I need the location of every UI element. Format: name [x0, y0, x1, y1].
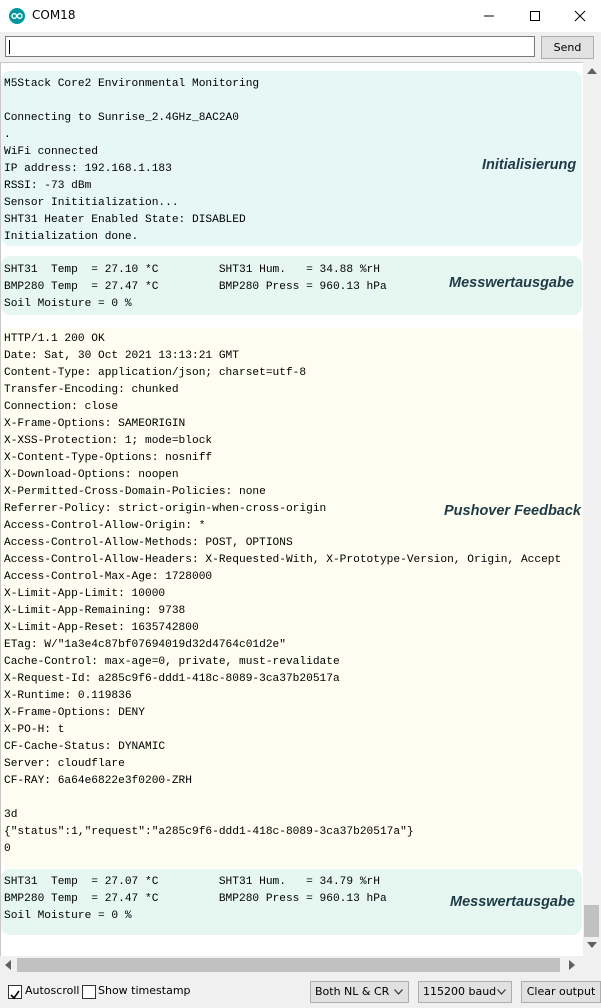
horizontal-scrollbar[interactable] — [0, 956, 583, 974]
output-line: X-Frame-Options: SAMEORIGIN — [4, 418, 186, 430]
output-line: 3d — [4, 809, 18, 821]
output-line: Date: Sat, 30 Oct 2021 13:13:21 GMT — [4, 350, 239, 362]
autoscroll-checkbox[interactable] — [8, 985, 22, 999]
chevron-down-icon — [497, 989, 506, 995]
show-timestamp-checkbox[interactable] — [82, 985, 96, 999]
clear-output-button[interactable]: Clear output — [521, 981, 601, 1003]
output-line: Soil Moisture = 0 % — [4, 910, 132, 922]
line-ending-value: Both NL & CR — [315, 985, 390, 998]
output-line: WiFi connected — [4, 146, 98, 158]
arduino-icon — [9, 8, 25, 24]
output-line: Content-Type: application/json; charset=utf-8 — [4, 367, 307, 379]
output-line: X-Limit-App-Remaining: 9738 — [4, 605, 186, 617]
output-line: BMP280 Temp = 27.47 *C BMP280 Press = 960.13 hPa — [4, 281, 387, 293]
scroll-right-icon[interactable] — [569, 960, 575, 970]
section-label-pushover-feedback: Pushover Feedback — [444, 503, 581, 519]
output-line: X-Content-Type-Options: nosniff — [4, 452, 213, 464]
output-line: SHT31 Temp = 27.07 *C SHT31 Hum. = 34.79 %rH — [4, 876, 380, 888]
output-line: Connection: close — [4, 401, 119, 413]
horizontal-scroll-thumb[interactable] — [17, 958, 560, 972]
output-line: Access-Control-Allow-Headers: X-Requested-With, X-Prototype-Version, Origin, Accept — [4, 554, 562, 566]
vertical-scroll-thumb[interactable] — [584, 905, 599, 937]
output-line: X-Frame-Options: DENY — [4, 707, 145, 719]
output-line: Referrer-Policy: strict-origin-when-cross-origin — [4, 503, 327, 515]
section-label-initialisierung: Initialisierung — [482, 157, 577, 173]
output-line: Soil Moisture = 0 % — [4, 298, 132, 310]
baud-rate-select[interactable] — [418, 981, 512, 1003]
output-line: HTTP/1.1 200 OK — [4, 333, 105, 345]
show-timestamp-label[interactable]: Show timestamp — [98, 984, 191, 997]
scroll-down-icon[interactable] — [587, 942, 597, 948]
output-line: Sensor Inititialization... — [4, 197, 179, 209]
checkmark-icon — [9, 989, 21, 1001]
output-line: . — [4, 129, 11, 141]
bottom-bar — [0, 974, 601, 1008]
window-title: COM18 — [32, 8, 76, 22]
output-line: Server: cloudflare — [4, 758, 125, 770]
close-icon — [574, 10, 586, 22]
close-button[interactable] — [557, 0, 601, 32]
output-line: ETag: W/"1a3e4c87bf07694019d32d4764c01d2e" — [4, 639, 286, 651]
send-row — [0, 32, 601, 62]
scroll-left-icon[interactable] — [5, 960, 11, 970]
output-line: SHT31 Heater Enabled State: DISABLED — [4, 214, 246, 226]
output-line: X-PO-H: t — [4, 724, 65, 736]
chevron-down-icon — [394, 989, 403, 995]
section-label-messwertausgabe: Messwertausgabe — [449, 275, 574, 291]
output-line: 0 — [4, 843, 11, 855]
title-bar — [0, 0, 601, 32]
minimize-icon — [483, 10, 495, 22]
line-ending-select[interactable] — [310, 981, 409, 1003]
output-line: RSSI: -73 dBm — [4, 180, 92, 192]
output-line: Initialization done. — [4, 231, 139, 243]
output-line: M5Stack Core2 Environmental Monitoring — [4, 78, 260, 90]
output-line: IP address: 192.168.1.183 — [4, 163, 172, 175]
maximize-button[interactable] — [512, 0, 558, 32]
output-line: X-Request-Id: a285c9f6-ddd1-418c-8089-3ca37b20517a — [4, 673, 340, 685]
output-line: Connecting to Sunrise_2.4GHz_8AC2A0 — [4, 112, 239, 124]
minimize-button[interactable] — [466, 0, 512, 32]
vertical-scrollbar[interactable] — [583, 62, 601, 956]
baud-rate-value: 115200 baud — [423, 985, 497, 998]
output-line: CF-Cache-Status: DYNAMIC — [4, 741, 166, 753]
send-button[interactable]: Send — [541, 36, 594, 59]
output-line: X-Runtime: 0.119836 — [4, 690, 132, 702]
output-line: X-XSS-Protection: 1; mode=block — [4, 435, 213, 447]
output-line: Access-Control-Allow-Origin: * — [4, 520, 206, 532]
output-line: SHT31 Temp = 27.10 *C SHT31 Hum. = 34.88 %rH — [4, 264, 380, 276]
output-line: Cache-Control: max-age=0, private, must-revalidate — [4, 656, 340, 668]
output-line: {"status":1,"request":"a285c9f6-ddd1-418c-8089-3ca37b20517a"} — [4, 826, 414, 838]
serial-input[interactable] — [5, 36, 535, 57]
maximize-icon — [529, 10, 541, 22]
autoscroll-label[interactable]: Autoscroll — [25, 984, 80, 997]
output-line: X-Limit-App-Limit: 10000 — [4, 588, 166, 600]
scroll-up-icon[interactable] — [587, 68, 597, 74]
output-line: X-Permitted-Cross-Domain-Policies: none — [4, 486, 266, 498]
output-line: X-Download-Options: noopen — [4, 469, 179, 481]
output-line: CF-RAY: 6a64e6822e3f0200-ZRH — [4, 775, 192, 787]
serial-output[interactable] — [0, 62, 583, 956]
output-line: BMP280 Temp = 27.47 *C BMP280 Press = 960.13 hPa — [4, 893, 387, 905]
output-line: X-Limit-App-Reset: 1635742800 — [4, 622, 199, 634]
text-caret — [9, 40, 10, 54]
output-line: Access-Control-Allow-Methods: POST, OPTIONS — [4, 537, 293, 549]
section-label-messwertausgabe: Messwertausgabe — [450, 894, 575, 910]
output-line: Transfer-Encoding: chunked — [4, 384, 179, 396]
output-line: Access-Control-Max-Age: 1728000 — [4, 571, 213, 583]
